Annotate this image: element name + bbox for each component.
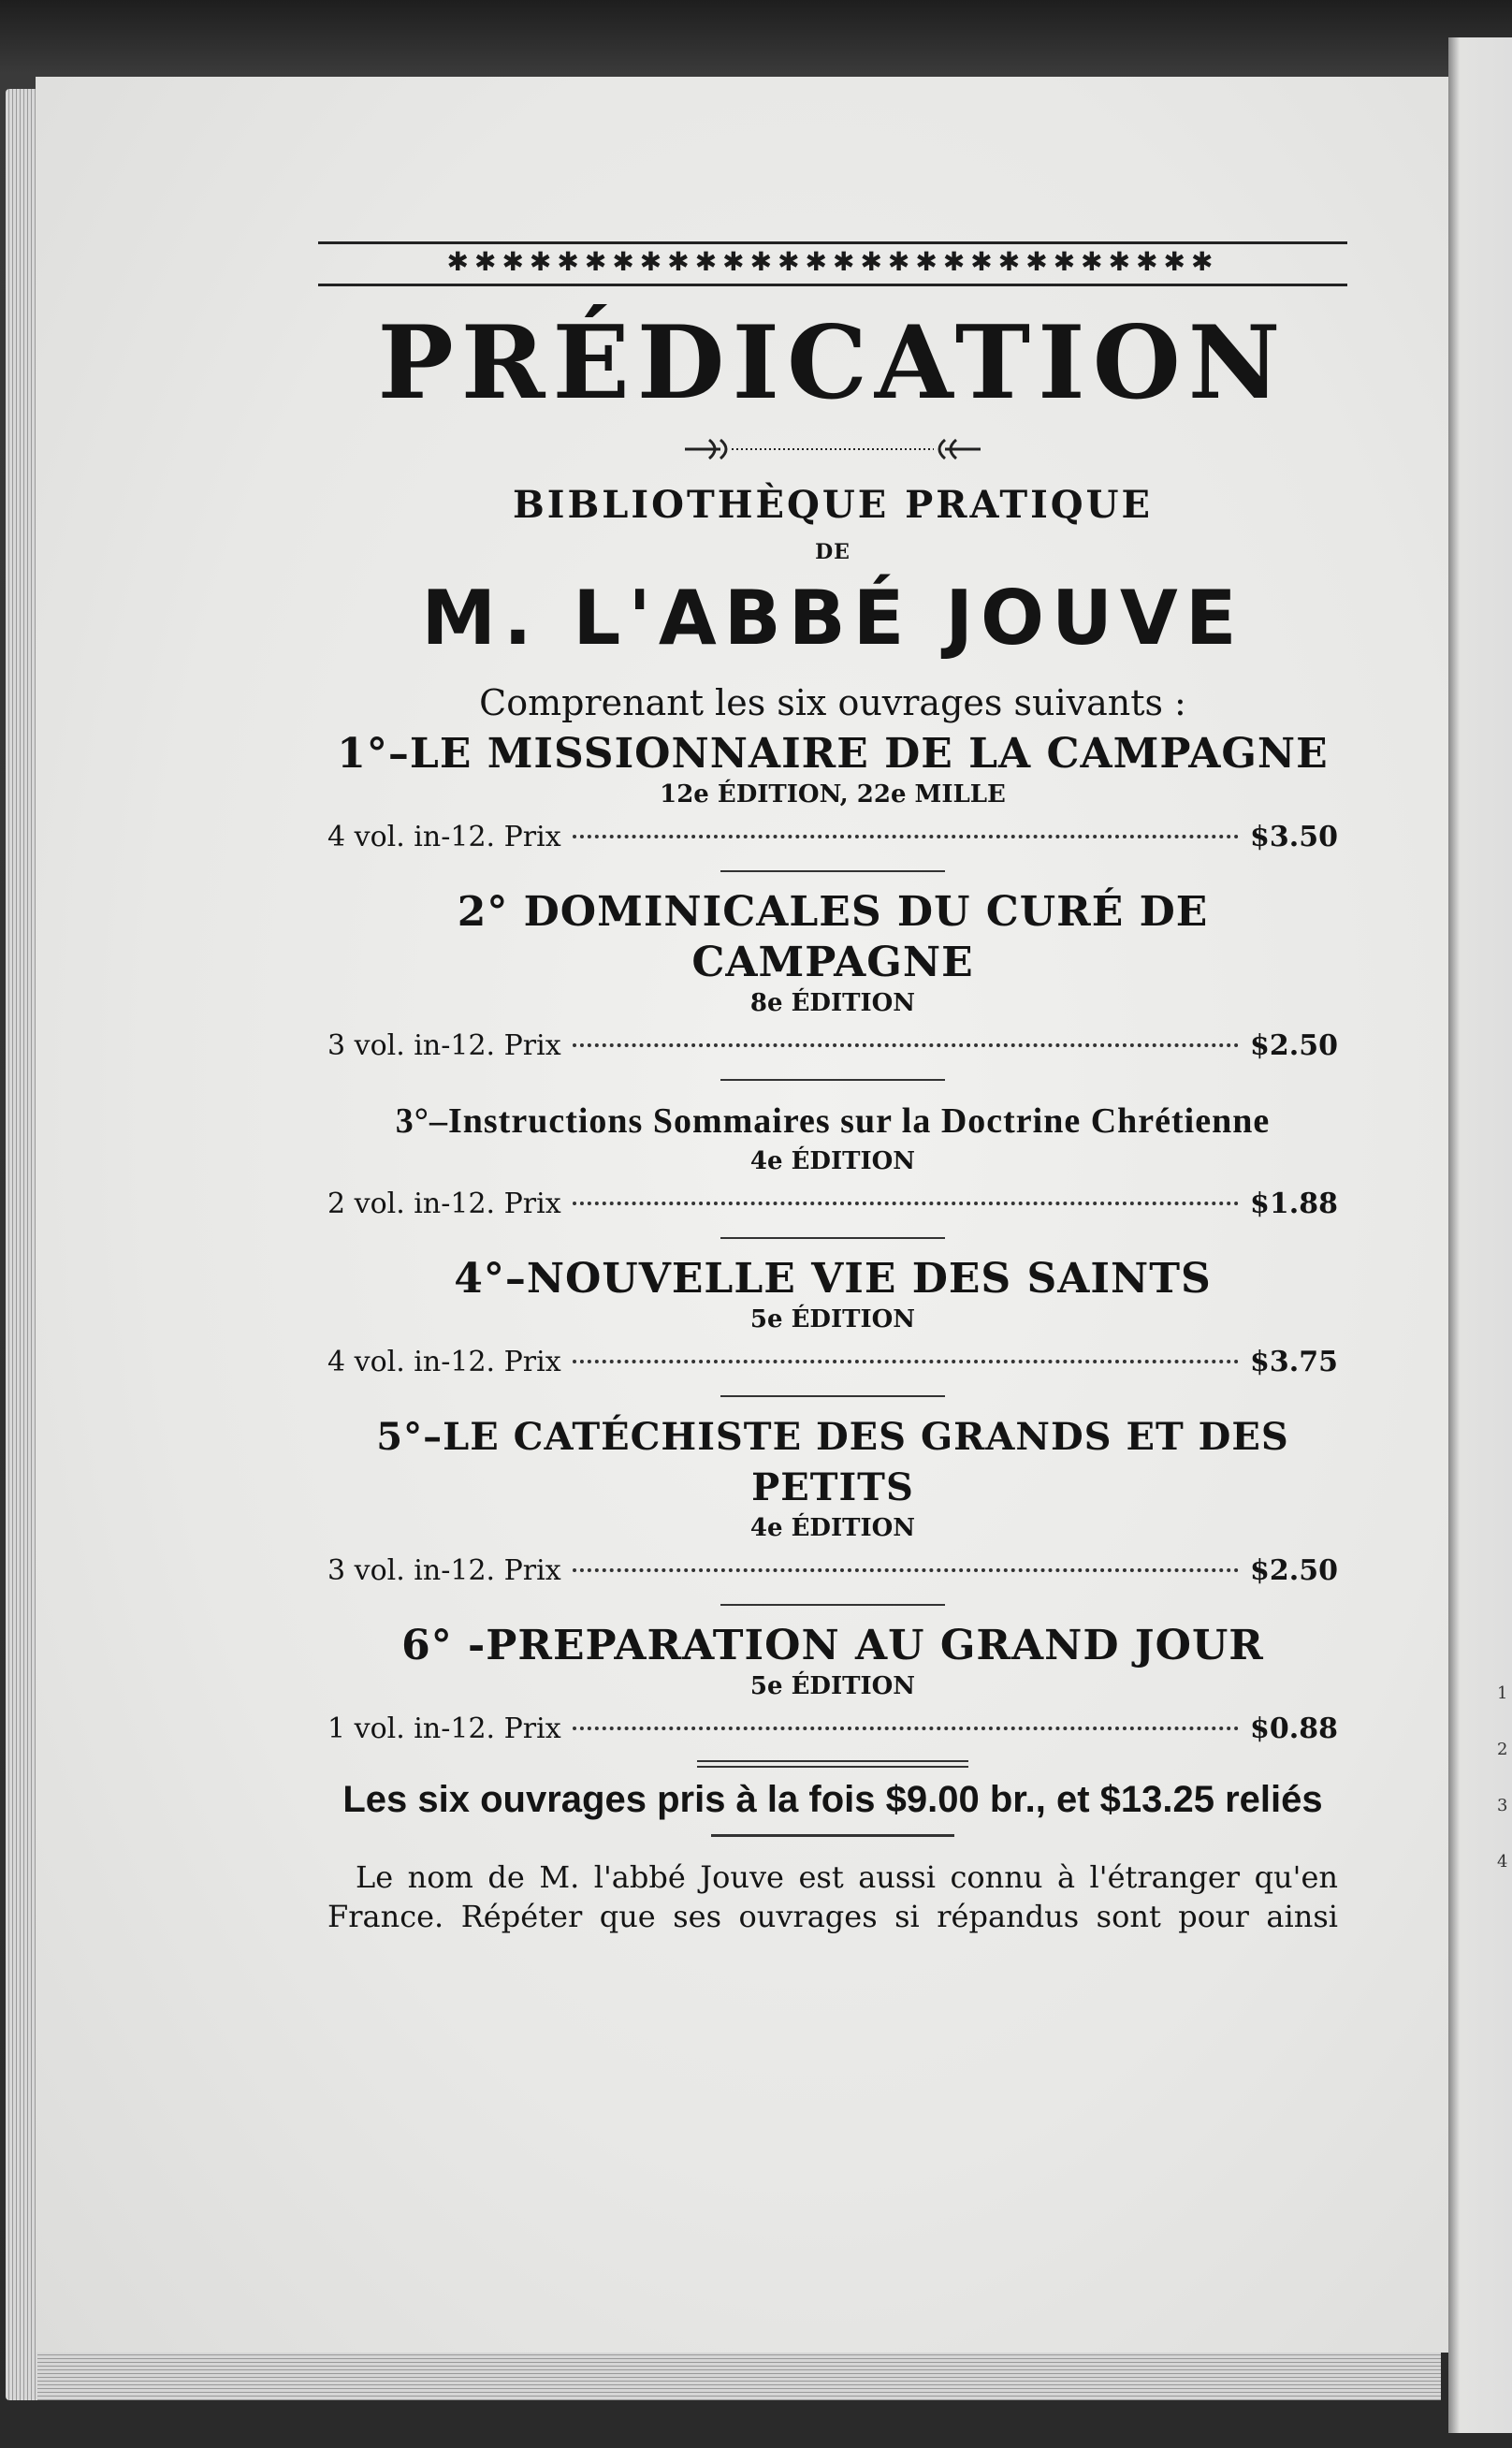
double-divider (697, 1760, 968, 1768)
advertisement-content (318, 241, 1347, 1936)
work-edition: 12e ÉDITION, 22e MILLE (660, 780, 1006, 809)
preposition: DE (815, 540, 850, 564)
facing-mark: 3 (1497, 1796, 1508, 1815)
work-title: 6° -PREPARATION AU GRAND JOUR (401, 1622, 1264, 1669)
price-row (318, 1554, 1347, 1587)
work-entry (318, 1096, 1347, 1220)
star-border-ornament: ✱✱✱✱✱✱✱✱✱✱✱✱✱✱✱✱✱✱✱✱✱✱✱✱✱✱✱✱ (318, 241, 1347, 286)
intro-text: Comprenant les six ouvrages suivants : (479, 682, 1186, 723)
dot-leader (573, 1360, 1239, 1363)
price-row (318, 1188, 1347, 1220)
price-value: $1.88 (1250, 1188, 1338, 1220)
price-row (318, 1712, 1347, 1745)
facing-page-marks (1497, 1666, 1512, 1890)
facing-page-edge (1448, 37, 1512, 2433)
price-value: $0.88 (1250, 1712, 1338, 1745)
dot-leader (573, 1043, 1239, 1047)
work-edition: 5e ÉDITION (749, 1305, 916, 1333)
volumes-label: 3 vol. in-12. Prix (327, 1029, 561, 1062)
work-edition: 4e ÉDITION (749, 1147, 916, 1175)
bundle-price-text: Les six ouvrages pris à la fois $9.00 br., et $13.25 reliés (342, 1779, 1323, 1820)
divider (720, 1079, 945, 1081)
work-title: 3°–Instructions Sommaires sur la Doctrine Chrétienne (395, 1101, 1271, 1141)
facing-mark: 1 (1497, 1683, 1508, 1703)
scroll-ornament-icon (683, 436, 982, 462)
price-row (318, 821, 1347, 853)
work-title: 2° DOMINICALES DU CURÉ DE CAMPAGNE (457, 888, 1209, 986)
dot-leader (573, 1202, 1239, 1205)
note-paragraph (318, 1858, 1347, 1936)
dot-leader (573, 835, 1239, 838)
work-entry (318, 1254, 1347, 1378)
volumes-label: 3 vol. in-12. Prix (327, 1554, 561, 1587)
page-title: PRÉDICATION (377, 304, 1288, 422)
divider (720, 870, 945, 872)
work-entry (318, 1621, 1347, 1745)
price-row (318, 1346, 1347, 1378)
note-line: France. Répéter que ses ouvrages si répandus sont pour ainsi (327, 1899, 1338, 1934)
volumes-label: 1 vol. in-12. Prix (327, 1712, 561, 1745)
volumes-label: 4 vol. in-12. Prix (327, 821, 561, 853)
work-title: 4°–NOUVELLE VIE DES SAINTS (454, 1255, 1212, 1303)
divider (720, 1604, 945, 1606)
price-value: $3.50 (1250, 821, 1338, 853)
work-entry (318, 1412, 1347, 1587)
divider (720, 1237, 945, 1239)
closing-divider (711, 1834, 954, 1837)
dot-leader (573, 1568, 1239, 1572)
work-edition: 8e ÉDITION (749, 989, 916, 1017)
facing-mark: 2 (1497, 1740, 1508, 1759)
page-stack-bottom (37, 2344, 1441, 2400)
work-title: 1°–LE MISSIONNAIRE DE LA CAMPAGNE (337, 730, 1329, 778)
facing-mark: 4 (1497, 1852, 1508, 1872)
price-value: $3.75 (1250, 1346, 1338, 1378)
dot-leader (573, 1727, 1239, 1730)
author-name: M. L'ABBÉ JOUVE (421, 575, 1244, 662)
work-edition: 4e ÉDITION (749, 1514, 916, 1542)
price-row (318, 1029, 1347, 1062)
work-entry (318, 729, 1347, 853)
note-line: Le nom de M. l'abbé Jouve est aussi connu à l'étranger qu'en (356, 1859, 1338, 1895)
price-value: $2.50 (1250, 1554, 1338, 1587)
work-entry (318, 887, 1347, 1062)
volumes-label: 2 vol. in-12. Prix (327, 1188, 561, 1220)
price-value: $2.50 (1250, 1029, 1338, 1062)
work-edition: 5e ÉDITION (749, 1672, 916, 1700)
divider (720, 1395, 945, 1397)
subtitle: BIBLIOTHÈQUE PRATIQUE (512, 483, 1154, 527)
volumes-label: 4 vol. in-12. Prix (327, 1346, 561, 1378)
work-title: 5°–LE CATÉCHISTE DES GRANDS ET DES PETITS (376, 1415, 1289, 1509)
